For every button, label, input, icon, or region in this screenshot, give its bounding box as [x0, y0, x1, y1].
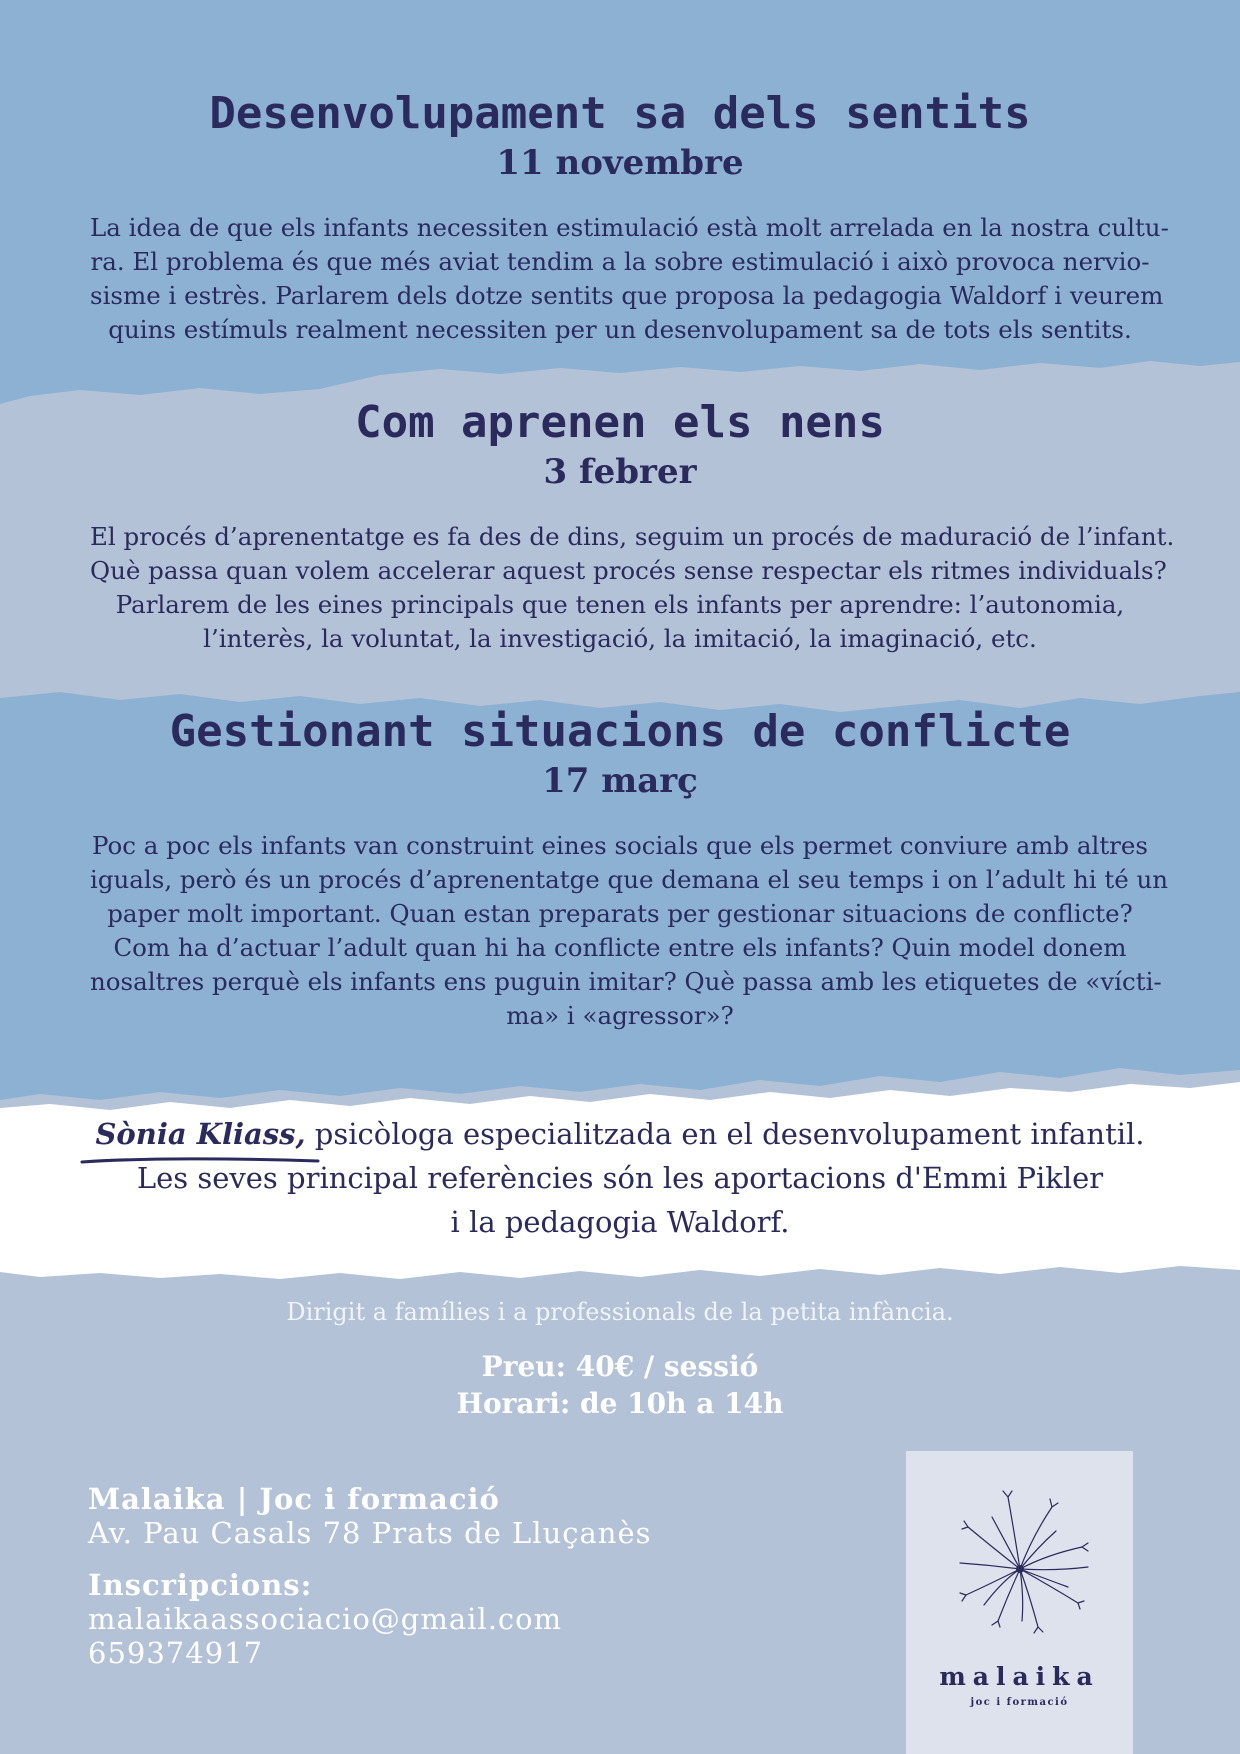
workshop-description — [90, 829, 1169, 1033]
workshop-date: 11 novembre — [496, 143, 744, 183]
workshop-title: Com aprenen els nens — [355, 397, 885, 448]
speaker-name: Sònia Kliass, — [95, 1117, 306, 1151]
event-info — [0, 1298, 1240, 1422]
spacer — [88, 1550, 652, 1568]
workshop-section-1 — [0, 88, 1240, 347]
speaker-bio — [0, 1112, 1240, 1244]
description-line: Poc a poc els infants van construint eines socials que els permet conviure amb altres — [92, 831, 1148, 860]
logo-wordmark: malaika — [939, 1662, 1100, 1691]
description-line: paper molt important. Quan estan preparats per gestionar situacions de conflicte? — [107, 899, 1133, 928]
workshop-description — [90, 211, 1169, 347]
description-line: El procés d’aprenentatge es fa des de dins, seguim un procés de maduració de l’infant. — [90, 522, 1175, 551]
description-line: Parlarem de les eines principals que tenen els infants per aprendre: l’autonomia, — [115, 590, 1125, 619]
speaker-role: psicòloga especialitzada en el desenvolupament infantil. — [305, 1117, 1145, 1151]
price-block — [0, 1348, 1240, 1422]
org-name: Malaika | Joc i formació — [88, 1482, 500, 1516]
workshop-date: 17 març — [542, 761, 698, 801]
malaika-logo — [906, 1451, 1133, 1754]
contact-block — [88, 1482, 652, 1670]
bio-line-2: Les seves principal referències són les aportacions d'Emmi Pikler — [136, 1161, 1104, 1195]
description-line: quins estímuls realment necessiten per un desenvolupament sa de tots els sentits. — [108, 315, 1132, 344]
audience-text: Dirigit a famílies i a professionals de la petita infància. — [286, 1298, 954, 1326]
dandelion-icon — [906, 1451, 1133, 1651]
description-line: ra. El problema és que més aviat tendim a la sobre estimulació i això provoca nervio- — [90, 247, 1150, 276]
bio-line-1 — [0, 1112, 1240, 1156]
workshop-title: Desenvolupament sa dels sentits — [209, 88, 1031, 139]
description-line: ma» i «agressor»? — [506, 1001, 734, 1030]
workshop-section-2 — [0, 397, 1240, 656]
description-line: Què passa quan volem accelerar aquest procés sense respectar els ritmes individuals? — [90, 556, 1167, 585]
bio-line-3: i la pedagogia Waldorf. — [450, 1205, 790, 1239]
phone-number[interactable]: 659374917 — [88, 1636, 264, 1670]
description-line: l’interès, la voluntat, la investigació, la imitació, la imaginació, etc. — [203, 624, 1037, 653]
description-line: iguals, però és un procés d’aprenentatge que demana el seu temps i on l’adult hi té un — [90, 865, 1169, 894]
description-line: Com ha d’actuar l’adult quan hi ha conflicte entre els infants? Quin model donem — [113, 933, 1127, 962]
name-underline — [80, 1155, 320, 1165]
signup-label: Inscripcions: — [88, 1568, 313, 1602]
price-text: Preu: 40€ / sessió — [481, 1350, 759, 1383]
logo-tagline: joc i formació — [970, 1697, 1069, 1708]
description-line: La idea de que els infants necessiten estimulació està molt arrelada en la nostra cultu- — [90, 213, 1169, 242]
address: Av. Pau Casals 78 Prats de Lluçanès — [88, 1516, 652, 1550]
workshop-date: 3 febrer — [543, 452, 697, 492]
workshop-title: Gestionant situacions de conflicte — [169, 706, 1071, 757]
email-link[interactable]: malaikaassociacio@gmail.com — [88, 1602, 563, 1636]
description-line: sisme i estrès. Parlarem dels dotze sentits que proposa la pedagogia Waldorf i veurem — [90, 281, 1164, 310]
schedule-text: Horari: de 10h a 14h — [456, 1387, 784, 1420]
workshop-description — [90, 520, 1175, 656]
workshop-section-3 — [0, 706, 1240, 1033]
description-line: nosaltres perquè els infants ens puguin imitar? Què passa amb les etiquetes de «vícti- — [90, 967, 1162, 996]
